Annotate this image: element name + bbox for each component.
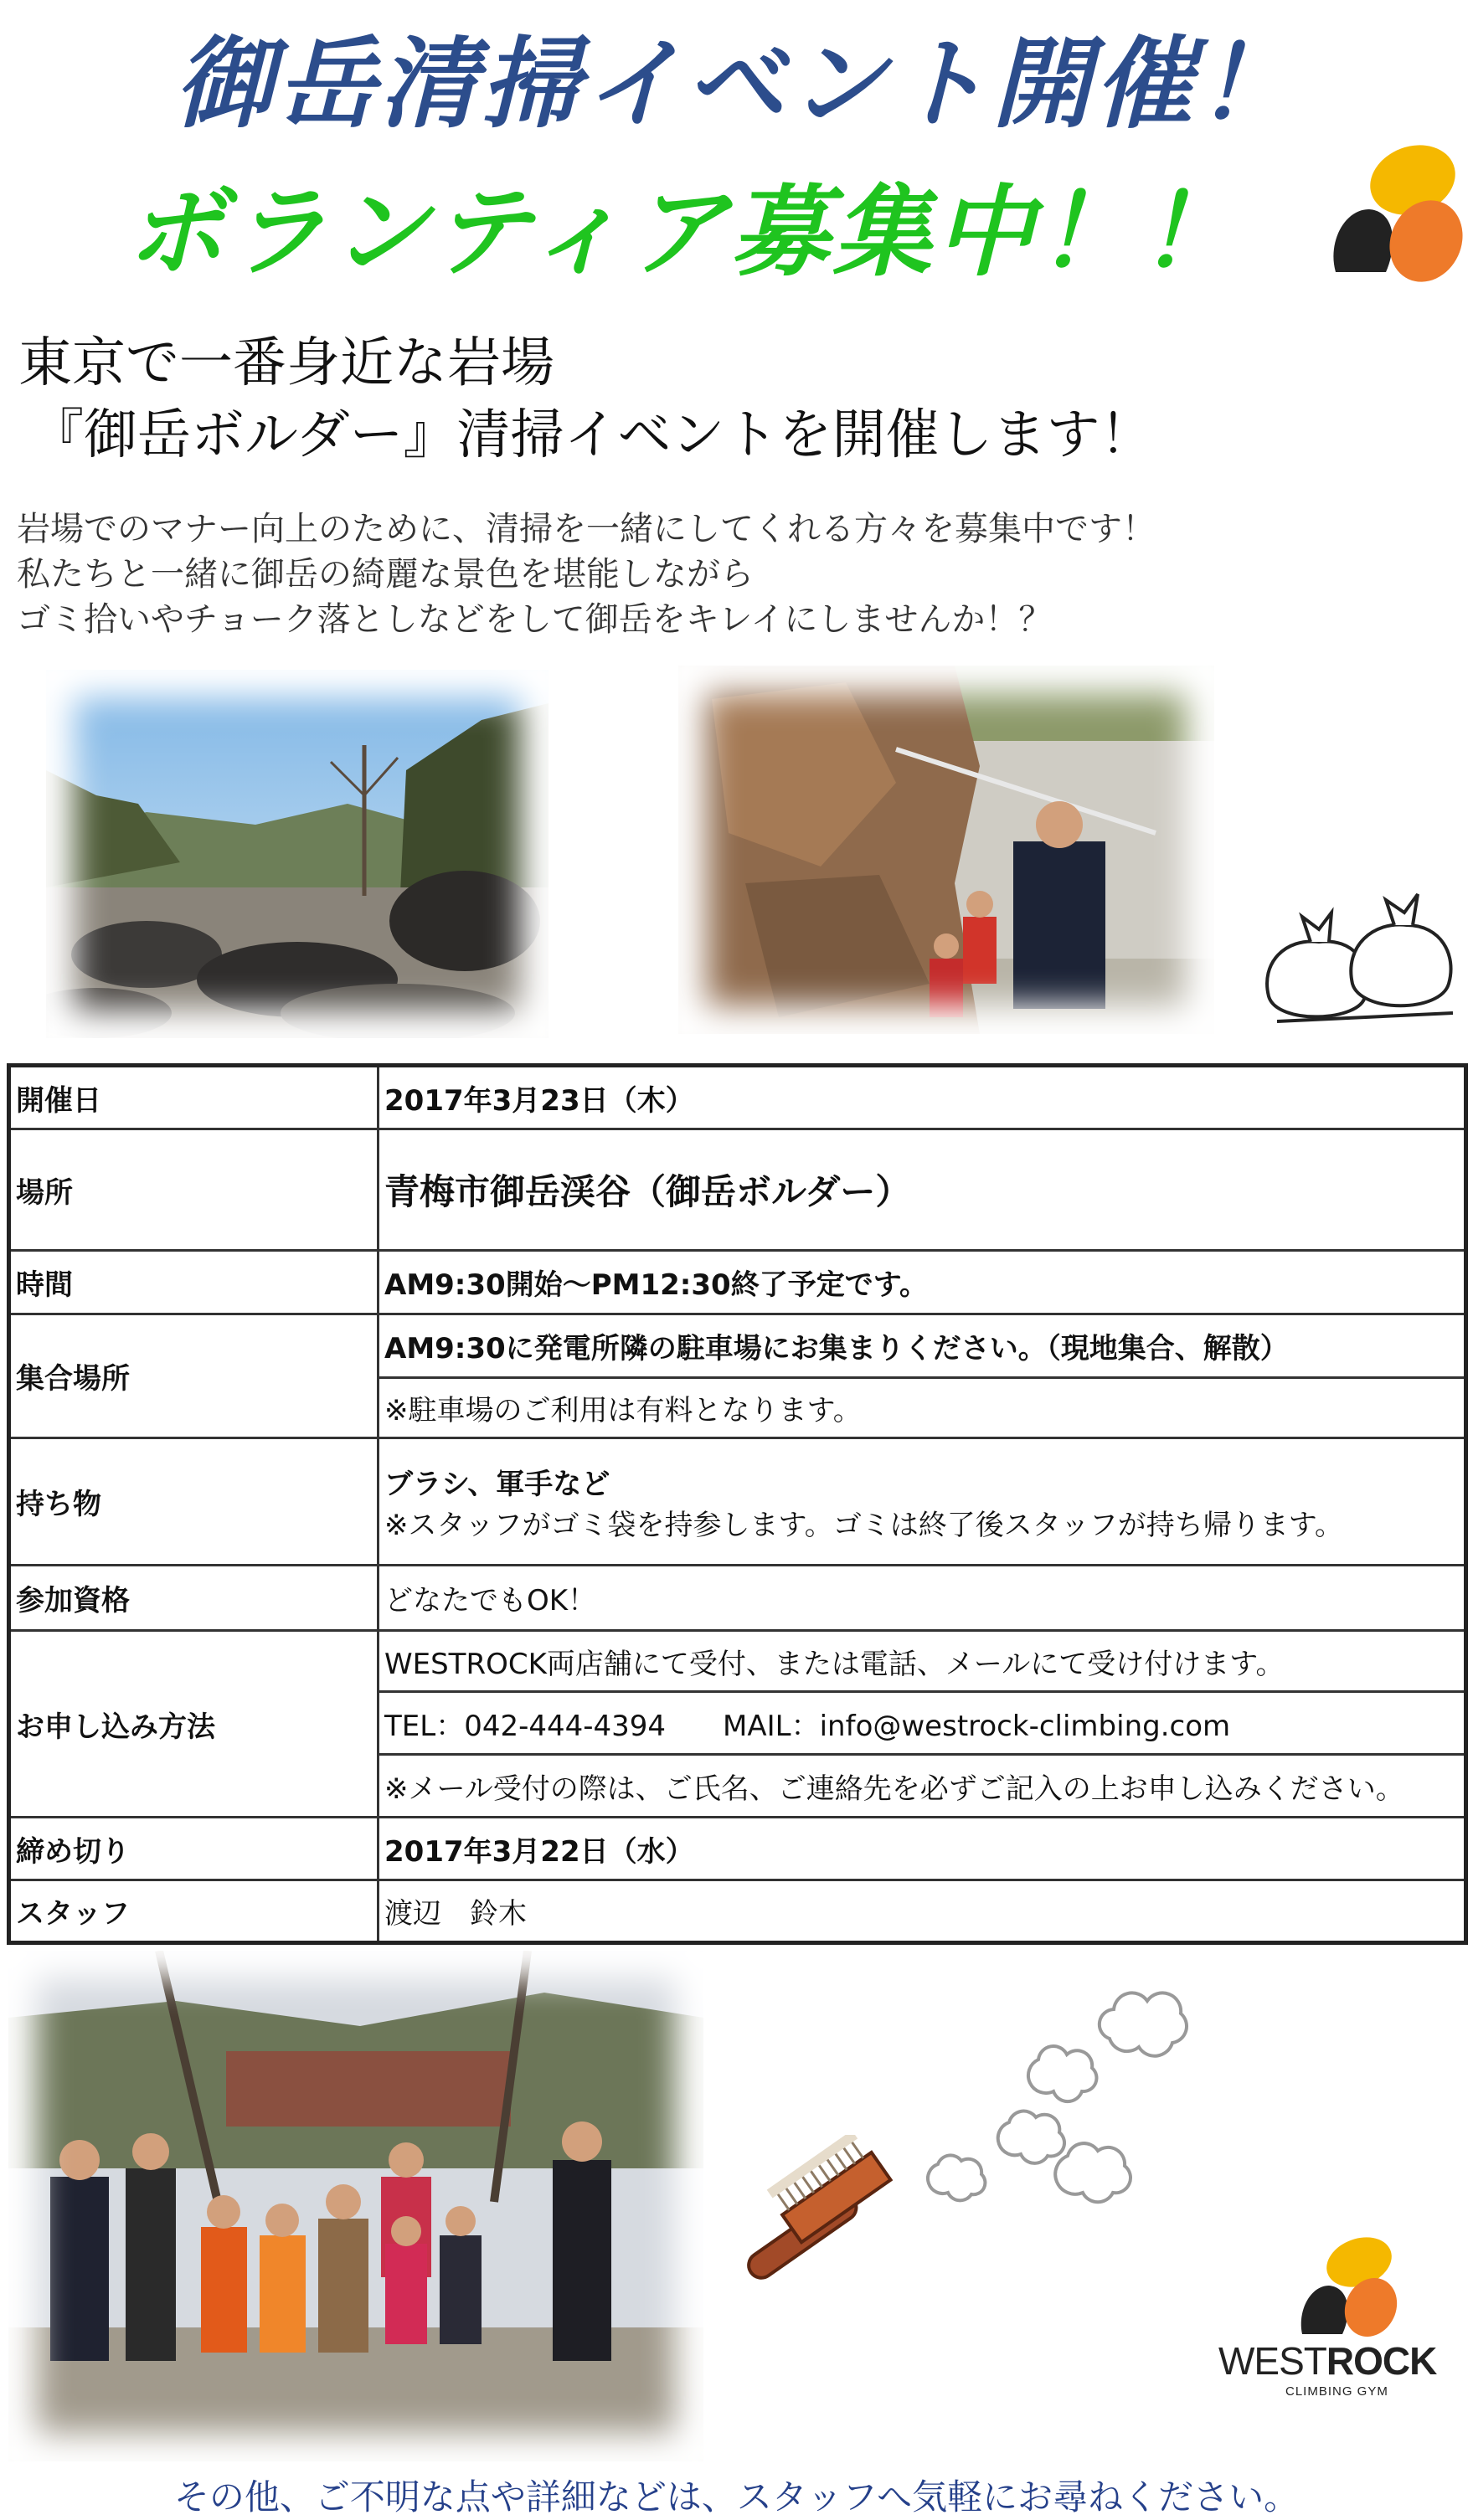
volunteer-group-photo [8, 1951, 703, 2461]
eligibility-value: どなたでもOK！ [379, 1566, 1466, 1631]
river-landscape-photo [46, 670, 549, 1038]
items-note: ※スタッフがゴミ袋を持参します。ゴミは終了後スタッフが持ち帰ります。 [384, 1508, 1344, 1542]
intro-line-3: ゴミ拾いやチョーク落としなどをして御岳をキレイにしませんか！？ [17, 600, 1053, 639]
westrock-tagline: CLIMBING GYM [1285, 2384, 1388, 2399]
trash-bags-icon [1252, 879, 1465, 1047]
wordmark-west: WEST [1218, 2339, 1326, 2383]
staff-value: 渡辺 鈴木 [379, 1880, 1466, 1943]
meeting-label: 集合場所 [9, 1314, 379, 1438]
apply-label: お申し込み方法 [9, 1631, 379, 1818]
meeting-note: ※駐車場のご利用は有料となります。 [379, 1378, 1466, 1438]
place-value: 青梅市御岳渓谷（御岳ボルダー） [379, 1129, 1466, 1251]
items-cell [379, 1438, 1466, 1566]
items-label: 持ち物 [9, 1438, 379, 1566]
eligibility-label: 参加資格 [9, 1566, 379, 1631]
deadline-label: 締め切り [9, 1818, 379, 1880]
headline-line1: 東京で一番身近な岩場 [18, 332, 554, 394]
meeting-value: AM9:30に発電所隣の駐車場にお集まりください。（現地集合、解散） [379, 1314, 1466, 1378]
deadline-value: 2017年3月22日（水） [379, 1818, 1466, 1880]
footer-note: その他、ご不明な点や詳細などは、スタッフへ気軽にお尋ねください。 [173, 2476, 1300, 2517]
intro-line-1: 岩場でのマナー向上のために、清掃を一緒にしてくれる方々を募集中です！ [17, 510, 1156, 548]
volunteer-subtitle: ボランティア募集中！！ [126, 174, 1242, 290]
staff-label: スタッフ [9, 1880, 379, 1943]
date-label: 開催日 [9, 1066, 379, 1129]
wordmark-rock: ROCK [1326, 2339, 1437, 2383]
time-label: 時間 [9, 1251, 379, 1314]
event-details-table [7, 1063, 1468, 1945]
chalk-cleaning-photo [678, 666, 1214, 1034]
event-title: 御岳清掃イベント開催！ [174, 26, 1299, 141]
apply-contact: TEL：042-444-4394 MAIL：info@westrock-climbing.com [379, 1692, 1466, 1755]
apply-value: WESTROCK両店舗にて受付、または電話、メールにて受け付けます。 [379, 1631, 1466, 1692]
intro-line-2: 私たちと一緒に御岳の綺麗な景色を堪能しながら [17, 555, 754, 594]
westrock-wordmark [1218, 2338, 1436, 2384]
dust-clouds-icon [921, 1976, 1223, 2227]
time-value: AM9:30開始～PM12:30終了予定です。 [379, 1251, 1466, 1314]
apply-note: ※メール受付の際は、ご氏名、ご連絡先を必ずご記入の上お申し込みください。 [379, 1755, 1466, 1818]
westrock-brand-logo-icon [1294, 2235, 1403, 2340]
brush-icon [716, 2135, 925, 2302]
items-value: ブラシ、軍手など [384, 1467, 610, 1501]
headline-line2: 『御岳ボルダー』清掃イベントを開催します！ [30, 404, 1154, 466]
westrock-logo-icon [1319, 142, 1465, 289]
place-label: 場所 [9, 1129, 379, 1251]
date-value: 2017年3月23日（木） [379, 1066, 1466, 1129]
